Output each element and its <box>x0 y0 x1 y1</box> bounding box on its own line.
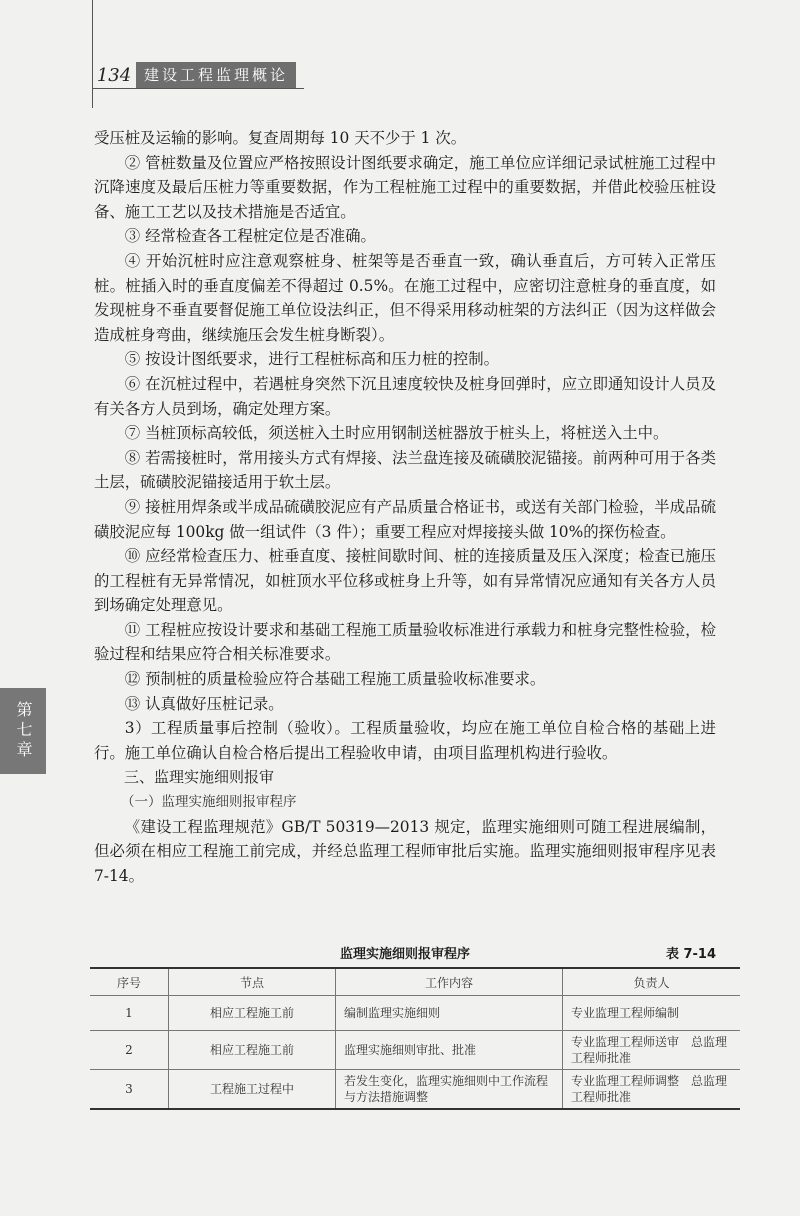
table-cell: 监理实施细则审批、批准 <box>336 1031 563 1070</box>
table-cell: 相应工程施工前 <box>169 1031 336 1070</box>
table-cell: 工程施工过程中 <box>169 1070 336 1110</box>
table-cell: 专业监理工程师编制 <box>563 996 741 1031</box>
table-row <box>90 996 740 1031</box>
paragraph: ⑤ 按设计图纸要求，进行工程桩标高和压力桩的控制。 <box>124 350 500 369</box>
paragraph: ⑦ 当桩顶标高较低，须送桩入土时应用钢制送桩器放于桩头上，将桩送入土中。 <box>124 424 669 443</box>
paragraph: ③ 经常检查各工程桩定位是否准确。 <box>124 227 376 246</box>
table-row <box>90 1031 740 1070</box>
column-header: 负责人 <box>563 968 741 996</box>
paragraph: ⑨ 接桩用焊条或半成品硫磺胶泥应有产品质量合格证书，或送有关部门检验，半成品硫磺胶泥应每 100kg 做一组试件（3 件）；重要工程应对焊接接头做 10%的探伤检查。 <box>94 497 716 541</box>
paragraph: ⑫ 预制桩的质量检验应符合基础工程施工质量验收标准要求。 <box>124 670 546 689</box>
section-heading: 三、监理实施细则报审 <box>124 768 275 787</box>
table-cell: 2 <box>90 1031 169 1070</box>
paragraph: ⑪ 工程桩应按设计要求和基础工程施工质量验收标准进行承载力和桩身完整性检验，检验过程和结果应符合相关标准要求。 <box>94 620 716 664</box>
table-cell: 相应工程施工前 <box>169 996 336 1031</box>
table-title: 监理实施细则报审程序 <box>339 947 470 962</box>
paragraph: 受压桩及运输的影响。复查周期每 10 天不少于 1 次。 <box>94 129 467 147</box>
table-row <box>90 1070 740 1110</box>
column-header: 序号 <box>90 968 169 996</box>
subsection-heading: （一）监理实施细则报审程序 <box>121 794 297 811</box>
table-cell: 编制监理实施细则 <box>336 996 563 1031</box>
paragraph: 3）工程质量事后控制（验收）。工程质量验收，均应在施工单位自检合格的基础上进行。施工单位确认自检合格后提出工程验收申请，由项目监理机构进行验收。 <box>94 719 716 762</box>
paragraph: ④ 开始沉桩时应注意观察桩身、桩架等是否垂直一致，确认垂直后，方可转入正常压桩。桩插入时的垂直度偏差不得超过 0.5%。在施工过程中，应密切注意桩身的垂直度，如发现桩身不垂直要督促施工单位设法纠正，但不得采用移动桩架的方法纠正（因为这样做会造成桩身弯曲，继续施压会发生桩身断裂）。 <box>94 251 716 344</box>
procedure-table <box>90 967 740 1110</box>
body-text <box>94 126 716 888</box>
table-cell: 专业监理工程师送审 总监理工程师批准 <box>563 1031 741 1070</box>
table-header-row <box>90 968 740 996</box>
book-title: 建设工程监理概论 <box>136 62 296 88</box>
table-cell: 3 <box>90 1070 169 1110</box>
table-caption <box>94 940 716 964</box>
header-vertical-rule <box>92 0 93 108</box>
paragraph: ⑧ 若需接桩时，常用接头方式有焊接、法兰盘连接及硫磺胶泥锚接。前两种可用于各类土层，硫磺胶泥锚接适用于软土层。 <box>94 448 716 492</box>
page-number: 134 <box>96 64 132 86</box>
paragraph: ⑥ 在沉桩过程中，若遇桩身突然下沉且速度较快及桩身回弹时，应立即通知设计人员及有关各方人员到场，确定处理方案。 <box>94 374 716 418</box>
table-cell: 专业监理工程师调整 总监理工程师批准 <box>563 1070 741 1110</box>
header-horizontal-rule <box>92 88 304 89</box>
table-number: 表 7-14 <box>665 947 716 962</box>
paragraph: ⑩ 应经常检查压力、桩垂直度、接桩间歇时间、桩的连接质量及压入深度；检查已施压的工程桩有无异常情况，如桩顶水平位移或桩身上升等，如有异常情况应通知有关各方人员到场确定处理意见。 <box>94 547 716 615</box>
paragraph: ⑬ 认真做好压桩记录。 <box>124 694 284 713</box>
table-cell: 1 <box>90 996 169 1031</box>
chapter-side-tab: 第七章 <box>0 688 46 774</box>
running-header <box>92 62 296 88</box>
paragraph: 《建设工程监理规范》GB/T 50319—2013 规定，监理实施细则可随工程进展编制，但必须在相应工程施工前完成，并经总监理工程师审批后实施。监理实施细则报审程序见表 7-14。 <box>94 817 716 885</box>
table-cell: 若发生变化，监理实施细则中工作流程与方法措施调整 <box>336 1070 563 1110</box>
paragraph: ② 管桩数量及位置应严格按照设计图纸要求确定，施工单位应详细记录试桩施工过程中沉降速度及最后压桩力等重要数据，作为工程桩施工过程中的重要数据，并借此校验压桩设备、施工工艺以及技术措施是否适宜。 <box>94 153 716 221</box>
column-header: 工作内容 <box>336 968 563 996</box>
column-header: 节点 <box>169 968 336 996</box>
